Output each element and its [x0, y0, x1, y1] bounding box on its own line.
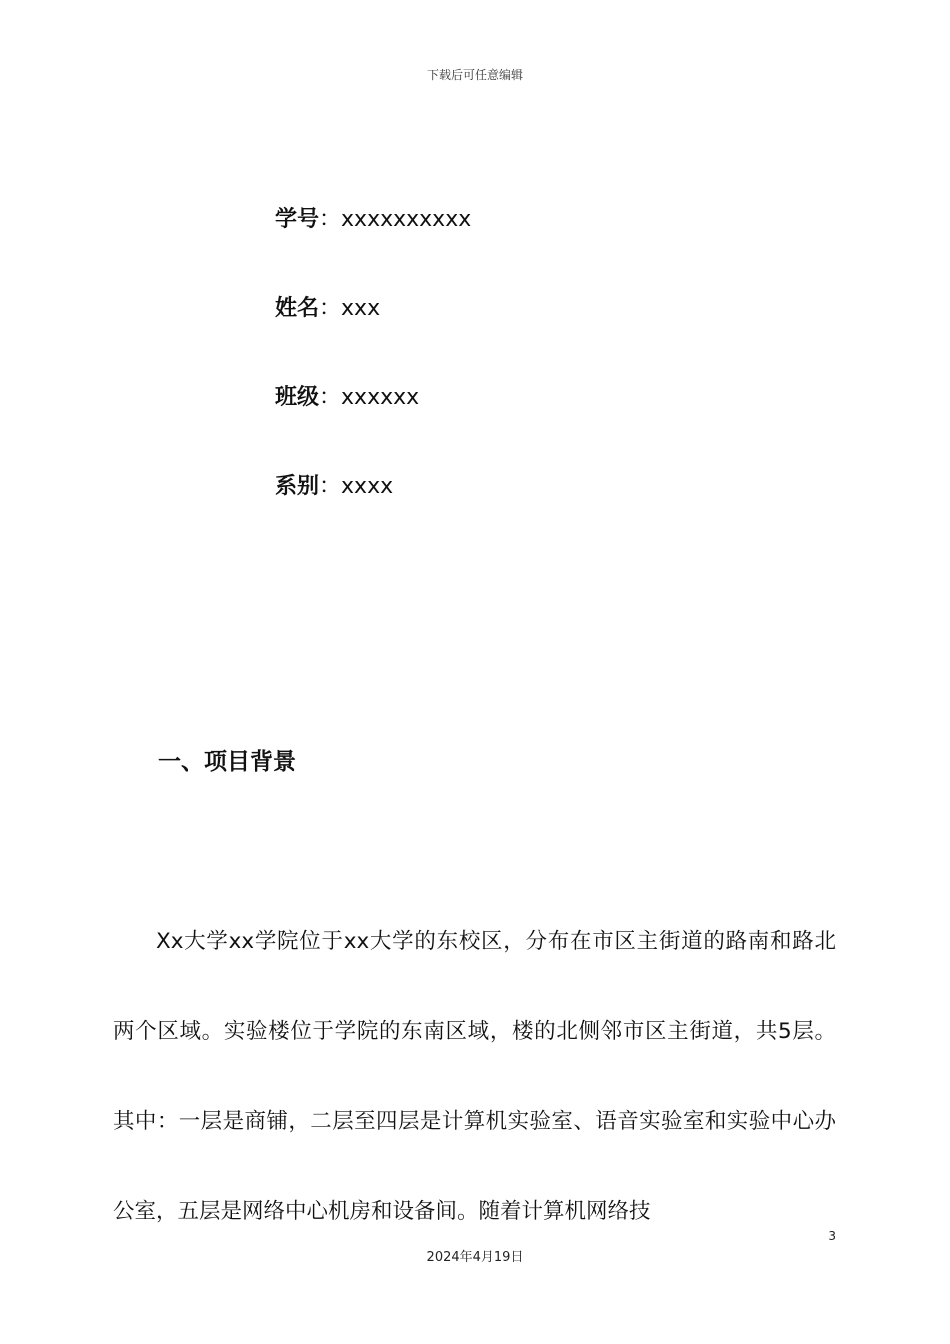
info-row-student-id [275, 200, 471, 289]
info-colon: ： [319, 385, 342, 410]
info-label: 姓名 [275, 296, 320, 321]
info-row-name [275, 289, 471, 378]
info-value: xxxxxxxxxx [341, 207, 472, 232]
info-row-class [275, 378, 471, 467]
info-label: 班级 [275, 385, 320, 410]
info-value: xxxxxx [341, 385, 420, 410]
info-colon: ： [319, 296, 342, 321]
header-note: 下载后可任意编辑 [426, 68, 523, 82]
info-colon: ： [319, 207, 342, 232]
page-number: 3 [828, 1229, 836, 1243]
body-paragraph: Xx大学xx学院位于xx大学的东校区，分布在市区主街道的路南和路北两个区域。实验楼位于学院的东南区域，楼的北侧邻市区主街道，共5层。其中：一层是商铺，二层至四层是计算机实验室、语音实验室和实验中心办公室，五层是网络中心机房和设备间。随着计算机网络技 [113, 929, 836, 1224]
footer-date: 2024年4月19日 [426, 1250, 524, 1265]
info-row-department [275, 467, 471, 556]
section-heading: 一、项目背景 [158, 749, 296, 775]
info-value: xxxx [341, 474, 394, 499]
info-label: 系别 [275, 474, 320, 499]
info-colon: ： [319, 474, 342, 499]
info-value: xxx [341, 296, 381, 321]
info-label: 学号 [275, 207, 320, 232]
student-info-block [275, 200, 471, 556]
